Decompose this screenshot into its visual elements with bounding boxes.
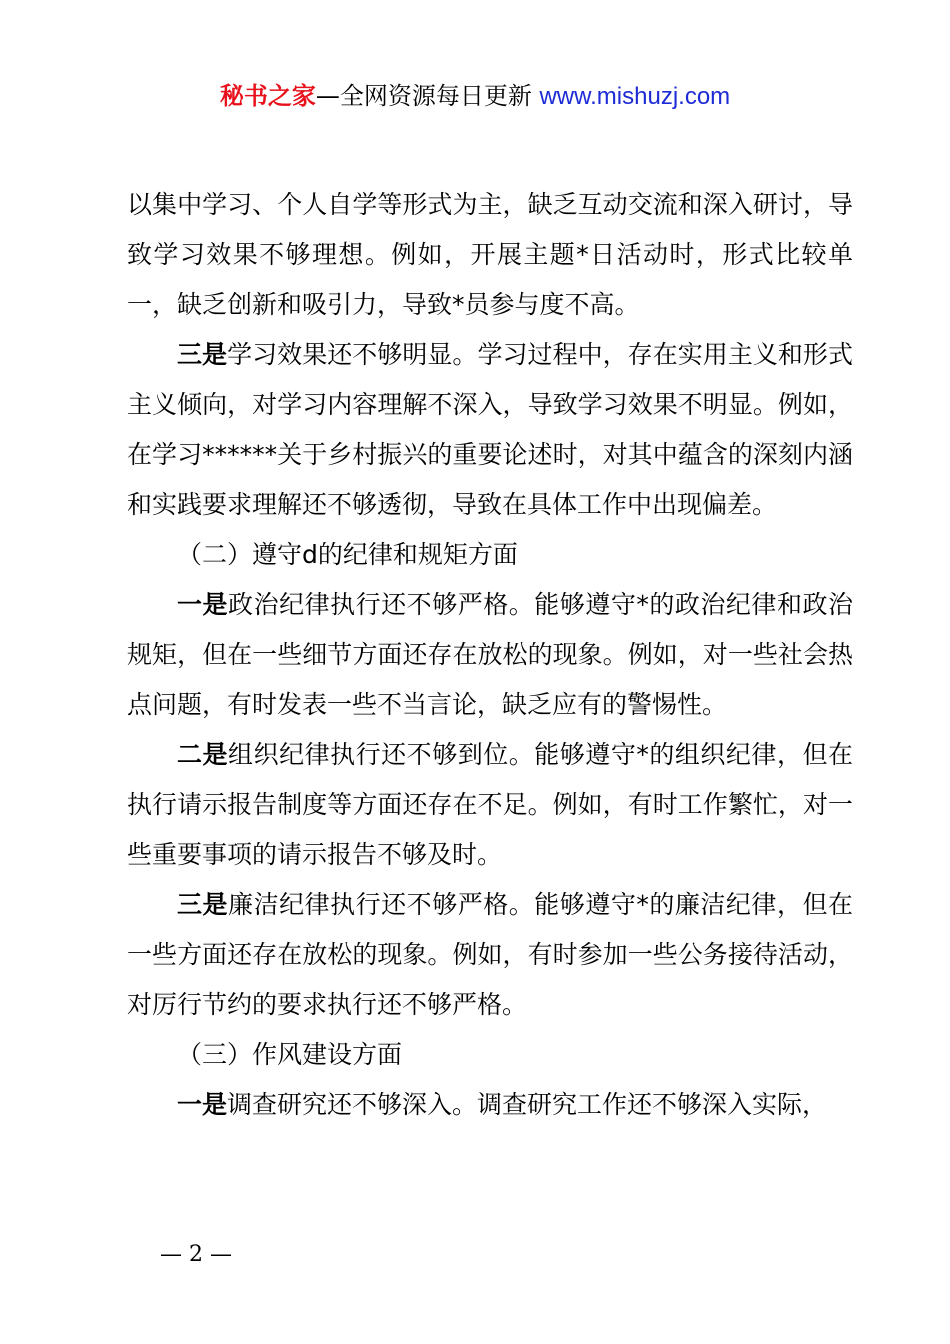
paragraph — [127, 880, 853, 1030]
paragraph-lead: 一是 — [177, 1090, 228, 1119]
paragraph — [127, 180, 853, 330]
paragraph-text: 以集中学习、个人自学等形式为主，缺乏互动交流和深入研讨，导致学习效果不够理想。例如，开展主题*日活动时，形式比较单一，缺乏创新和吸引力，导致*员参与度不高。 — [127, 190, 853, 319]
paragraph-lead: 三是 — [177, 890, 229, 919]
paragraph — [127, 1080, 853, 1130]
site-header — [0, 80, 950, 113]
section-heading — [127, 1030, 853, 1080]
document-body — [127, 180, 853, 1130]
paragraph — [127, 580, 853, 730]
paragraph-lead: 二是 — [177, 740, 229, 769]
paragraph — [127, 330, 853, 530]
paragraph-text: 廉洁纪律执行还不够严格。能够遵守*的廉洁纪律，但在一些方面还存在放松的现象。例如，有时参加一些公务接待活动，对厉行节约的要求执行还不够严格。 — [127, 890, 853, 1019]
paragraph-text: 政治纪律执行还不够严格。能够遵守*的政治纪律和政治规矩，但在一些细节方面还存在放松的现象。例如，对一些社会热点问题，有时发表一些不当言论，缺乏应有的警惕性。 — [127, 590, 853, 719]
paragraph — [127, 730, 853, 880]
paragraph-lead: 一是 — [177, 590, 229, 619]
header-slogan: —全网资源每日更新 — [315, 82, 540, 110]
paragraph-text: 学习效果还不够明显。学习过程中，存在实用主义和形式主义倾向，对学习内容理解不深入，导致学习效果不明显。例如，在学习******关于乡村振兴的重要论述时，对其中蕴含的深刻内涵和实践要求理解还不够透彻，导致在具体工作中出现偏差。 — [127, 340, 853, 519]
paragraph-text: 组织纪律执行还不够到位。能够遵守*的组织纪律，但在执行请示报告制度等方面还存在不足。例如，有时工作繁忙，对一些重要事项的请示报告不够及时。 — [127, 740, 853, 869]
site-url-link[interactable]: www.mishuzj.com — [539, 83, 731, 110]
paragraph-lead: 三是 — [177, 340, 228, 369]
brand-name: 秘书之家 — [219, 82, 316, 110]
paragraph-text: 调查研究还不够深入。调查研究工作还不够深入实际， — [227, 1090, 828, 1119]
section-heading-text: （三）作风建设方面 — [177, 1040, 403, 1069]
page-number: — 2 — — [160, 1242, 232, 1267]
section-heading-text: （二）遵守d的纪律和规矩方面 — [177, 540, 518, 569]
section-heading — [127, 530, 853, 580]
